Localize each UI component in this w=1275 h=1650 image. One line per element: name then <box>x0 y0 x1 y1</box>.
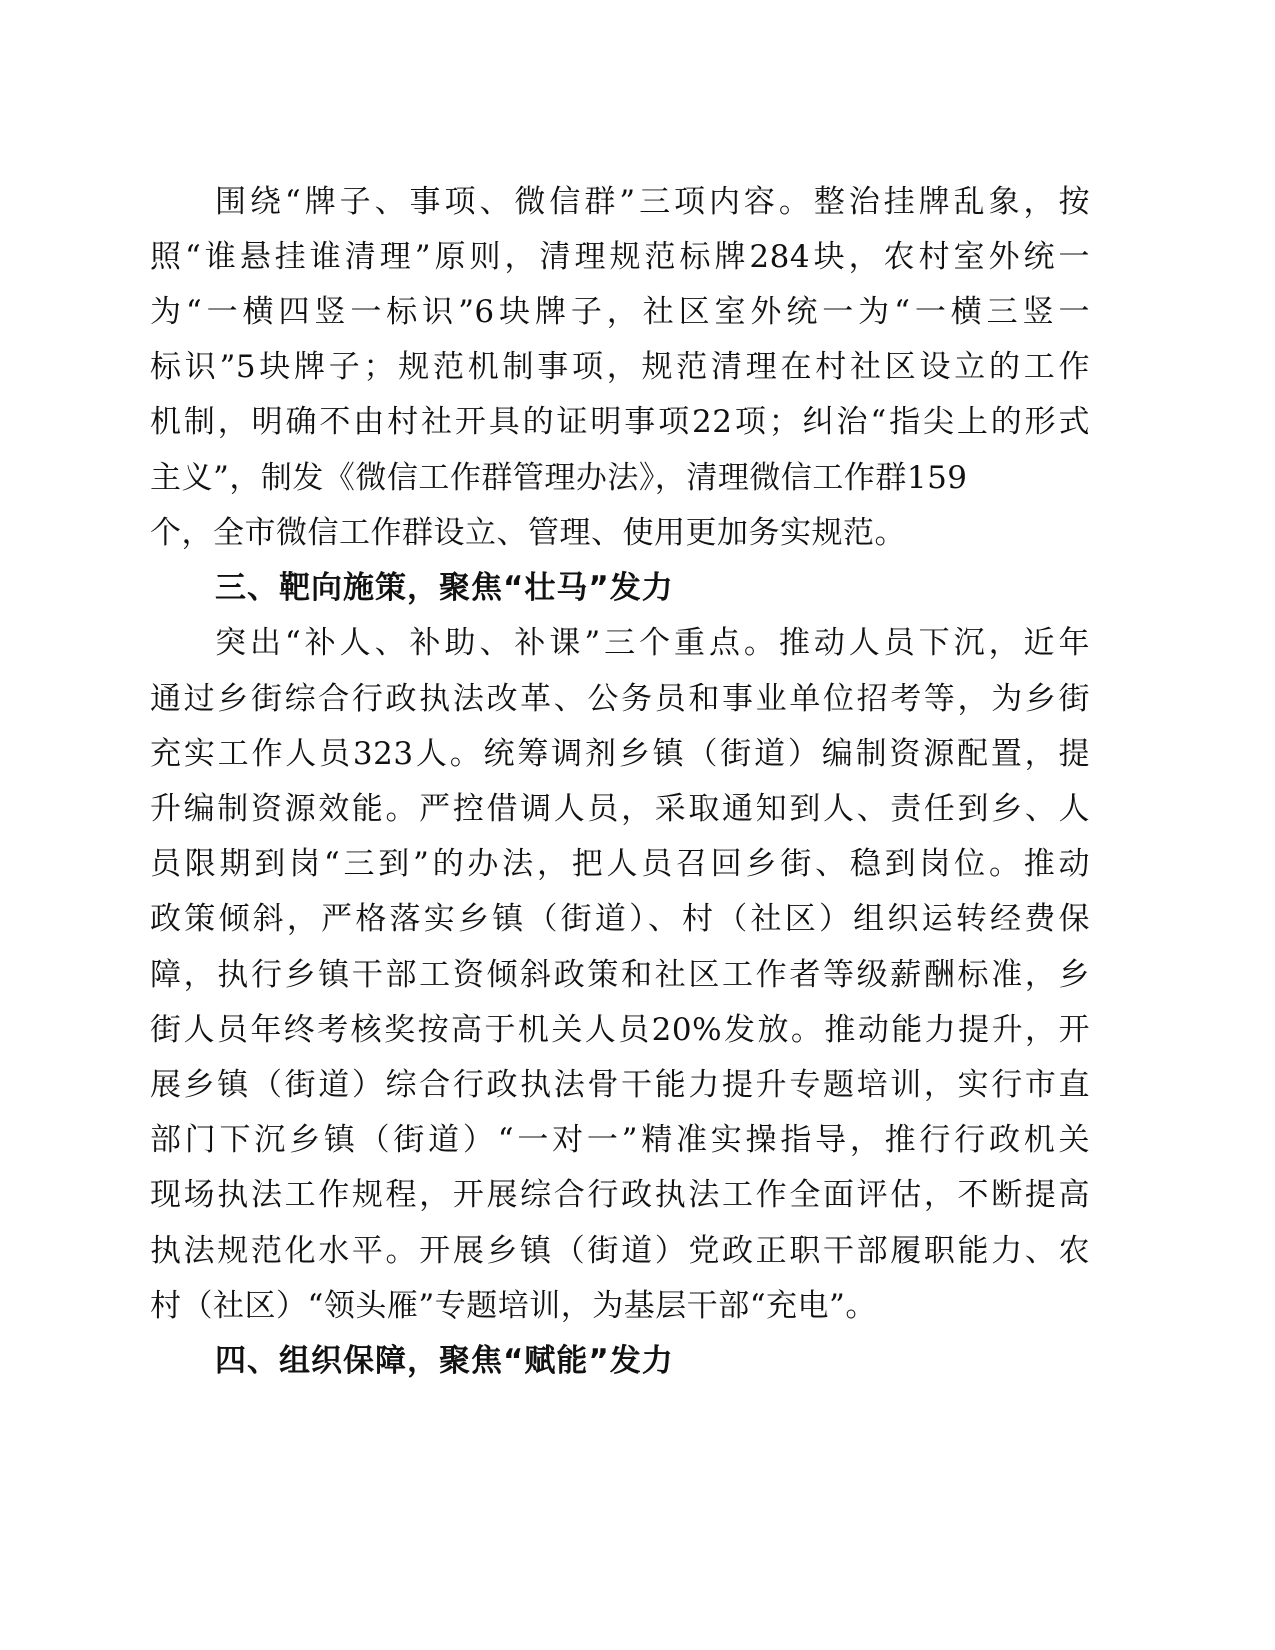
paragraph-line: 街人员年终考核奖按高于机关人员20%发放。推动能力提升，开 <box>150 1012 1090 1048</box>
paragraph-line: 升编制资源效能。严控借调人员，采取通知到人、责任到乡、人 <box>150 791 1090 827</box>
paragraph-line: 突出“补人、补助、补课”三个重点。推动人员下沉，近年 <box>215 625 1090 661</box>
paragraph-line: 个，全市微信工作群设立、管理、使用更加务实规范。 <box>150 515 906 551</box>
paragraph-line: 照“谁悬挂谁清理”原则，清理规范标牌284块，农村室外统一 <box>150 239 1090 275</box>
paragraph-line: 机制，明确不由村社开具的证明事项22项；纠治“指尖上的形式 <box>150 404 1090 440</box>
paragraph-line: 通过乡街综合行政执法改革、公务员和事业单位招考等，为乡街 <box>150 681 1090 717</box>
section-heading: 三、靶向施策，聚焦“壮马”发力 <box>215 570 674 606</box>
paragraph-line: 政策倾斜，严格落实乡镇（街道）、村（社区）组织运转经费保 <box>150 901 1090 937</box>
paragraph-line: 员限期到岗“三到”的办法，把人员召回乡街、稳到岗位。推动 <box>150 846 1090 882</box>
paragraph-line: 为“一横四竖一标识”6块牌子，社区室外统一为“一横三竖一 <box>150 294 1090 330</box>
paragraph-line: 村（社区）“领头雁”专题培训，为基层干部“充电”。 <box>150 1288 877 1324</box>
section-heading: 四、组织保障，聚焦“赋能”发力 <box>215 1343 674 1379</box>
paragraph-line: 标识”5块牌子；规范机制事项，规范清理在村社区设立的工作 <box>150 349 1090 385</box>
paragraph-line: 现场执法工作规程，开展综合行政执法工作全面评估，不断提高 <box>150 1177 1090 1213</box>
paragraph-line: 执法规范化水平。开展乡镇（街道）党政正职干部履职能力、农 <box>150 1233 1090 1269</box>
paragraph-line: 主义”，制发《微信工作群管理办法》，清理微信工作群159 <box>150 460 968 496</box>
paragraph-line: 障，执行乡镇干部工资倾斜政策和社区工作者等级薪酬标准，乡 <box>150 957 1090 993</box>
paragraph-line: 围绕“牌子、事项、微信群”三项内容。整治挂牌乱象，按 <box>215 184 1090 220</box>
paragraph-line: 充实工作人员323人。统筹调剂乡镇（街道）编制资源配置，提 <box>150 736 1090 772</box>
paragraph-line: 部门下沉乡镇（街道）“一对一”精准实操指导，推行行政机关 <box>150 1122 1090 1158</box>
paragraph-line: 展乡镇（街道）综合行政执法骨干能力提升专题培训，实行市直 <box>150 1067 1090 1103</box>
